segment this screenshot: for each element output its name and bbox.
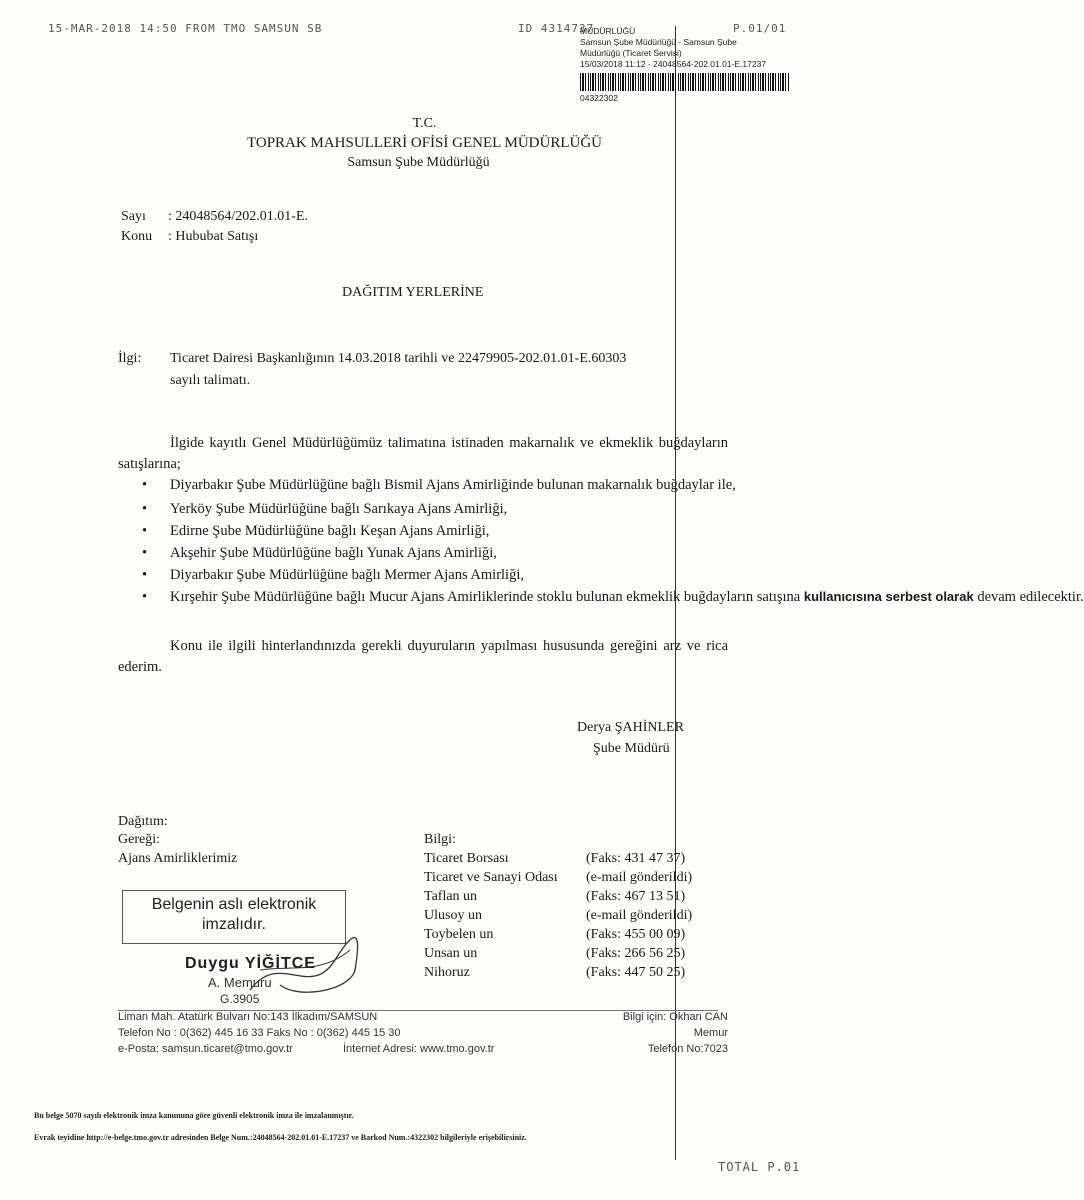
bilgi-contact: (Faks: 447 50 25) [586,965,686,980]
ilgi-label: İlgi: [118,351,142,366]
bilgi-name: Ticaret Borsası [424,851,509,866]
bilgi-contact: (Faks: 266 56 25) [586,946,686,961]
header-organization: TOPRAK MAHSULLERİ OFİSİ GENEL MÜDÜRLÜĞÜ [246,135,602,151]
signature-name: Derya ŞAHİNLER [577,720,684,735]
footer-phone: Telefon No : 0(362) 445 16 33 Faks No : 0(362) 445 15 30 [118,1027,401,1039]
list-item: • Edirne Şube Müdürlüğüne bağlı Keşan Ajans Amirliği, [142,521,728,541]
bilgi-contact: (e-mail gönderildi) [586,870,693,885]
footer-info-contact: Bilgi için: Okhan CAN [622,1011,728,1023]
bilgi-label: Bilgi: [424,832,456,847]
stamp-line-4: 15/03/2018 11:12 - 24048564-202.01.01-E.17237 [580,59,767,69]
sayi-label: Sayı [121,209,146,224]
last-bullet-text: Kırşehir Şube Müdürlüğüne bağlı Mucur Ajans Amirliklerinde stoklu bulunan ekmeklik buğdayların satışına [170,589,804,605]
distribution-title: Dağıtım: [118,814,168,829]
list-item: • Yerköy Şube Müdürlüğüne bağlı Sarıkaya Ajans Amirliği, [142,499,728,519]
seal-signer-role: A. Memuru [208,975,272,990]
bilgi-name: Nihoruz [424,965,470,980]
ilgi-line-1: Ticaret Dairesi Başkanlığının 14.03.2018 tarihli ve 22479905-202.01.01-E.60303 [170,351,627,366]
list-item: • Diyarbakır Şube Müdürlüğüne bağlı Bismil Ajans Amirliğinde bulunan makarnalık buğdaylar ile, [142,475,728,495]
ilgi-line-2: sayılı talimatı. [170,373,251,388]
bilgi-contact: (Faks: 431 47 37) [586,851,686,866]
stamp-line-3: Müdürlüğü (Ticaret Servisi) [580,48,682,58]
gerekli-value: Ajans Amirliklerimiz [118,851,238,866]
stamp-line-1: MÜDÜRLÜĞÜ [580,26,636,36]
seal-signer-number: G.3905 [220,992,260,1006]
seal-line-1: Belgenin aslı elektronik [151,896,317,913]
footer-info-role: Memur [693,1027,728,1039]
list-item: • Diyarbakır Şube Müdürlüğüne bağlı Mermer Ajans Amirliği, [142,565,728,585]
seal-line-2: imzalıdır. [201,916,266,933]
verification-notice: Evrak teyidine http://e-belge.tmo.gov.tr adresinden Belge Num.:24048564-202.01.01-E.17237 ve Barkod Num.:4322302 bilgileriyle erişebilirsiniz. [34,1133,527,1142]
bullet-list [142,475,1084,607]
signature-title: Şube Müdürü [593,741,670,756]
bilgi-contact: (e-mail gönderildi) [586,908,693,923]
gerekli-label: Gereği: [118,832,160,847]
bilgi-name: Toybelen un [424,927,494,942]
seal-signer-name: Duygu YİĞİTCE [185,955,316,972]
fax-header-id: ID 4314737 [518,22,595,35]
bilgi-name: Ticaret ve Sanayi Odası [424,870,558,885]
last-bullet-end: devam edilecektir. [973,589,1084,605]
barcode [580,73,790,91]
legal-notice: Bu belge 5070 sayılı elektronik imza kanununa göre güvenli elektronik imza ile imzalanmıştır. [34,1111,354,1120]
fax-header-sender: 15-MAR-2018 14:50 FROM TMO SAMSUN SB [48,22,323,35]
list-item: • Akşehir Şube Müdürlüğüne bağlı Yunak Ajans Amirliği, [142,543,728,563]
bilgi-contact: (Faks: 455 00 09) [586,927,686,942]
fax-header-page: P.01/01 [733,22,787,35]
bold-phrase: kullanıcısına serbest olarak [803,589,974,604]
bilgi-name: Ulusoy un [424,908,482,923]
footer-info-phone: Telefon No:7023 [647,1043,728,1055]
stamp-line-2: Samsun Şube Müdürlüğü - Samsun Şube [580,37,737,47]
header-branch: Samsun Şube Müdürlüğü [347,155,490,170]
body-closing: Konu ile ilgili hinterlandınızda gerekli duyuruların yapılması hususunda gereğini arz ve rica ederim. [118,638,728,675]
fax-total-pages: TOTAL P.01 [718,1160,801,1174]
bilgi-name: Unsan un [424,946,478,961]
recipient-title: DAĞITIM YERLERİNE [342,285,484,300]
bilgi-name: Taflan un [424,889,478,904]
body-intro: İlgide kayıtlı Genel Müdürlüğümüz talimatına istinaden makarnalık ve ekmeklik buğdayların satışlarına; [118,435,728,472]
header-tc: T.C. [412,116,437,131]
bilgi-contact: (Faks: 467 13 51) [586,889,686,904]
barcode-number: 04322302 [580,93,618,103]
sayi-value: : 24048564/202.01.01-E. [168,209,308,224]
konu-label: Konu [121,229,153,244]
list-item [142,587,1084,607]
footer-web: İnternet Adresi: www.tmo.gov.tr [343,1043,495,1055]
footer-email: e-Posta: samsun.ticaret@tmo.gov.tr [118,1043,293,1055]
footer-address: Liman Mah. Atatürk Bulvarı No:143 İlkadım/SAMSUN [118,1011,378,1023]
document-stamp [580,26,810,104]
konu-value: : Hububat Satışı [168,229,259,244]
